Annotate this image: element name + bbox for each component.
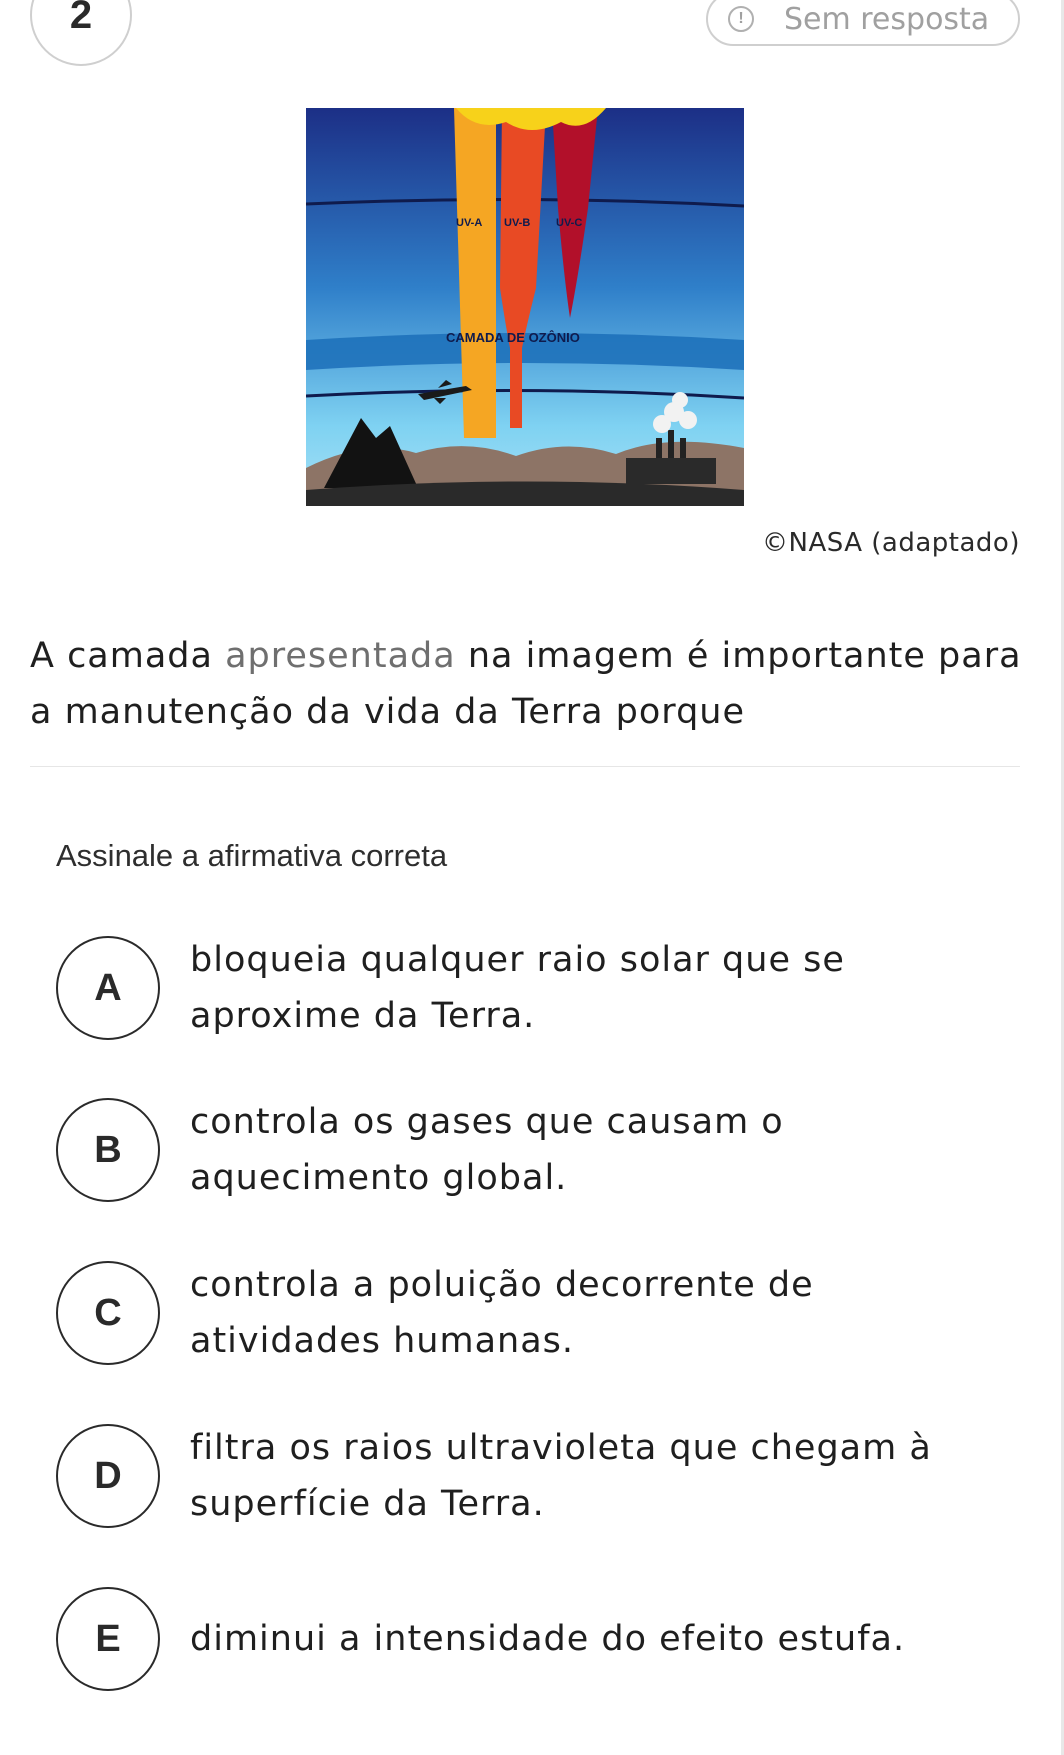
- alert-icon: !: [728, 6, 754, 32]
- ozone-label: CAMADA DE OZÔNIO: [446, 330, 580, 345]
- option-b[interactable]: [56, 1097, 1036, 1203]
- divider: [30, 766, 1020, 767]
- instruction-text: Assinale a afirmativa correta: [56, 838, 448, 873]
- statement-highlight: apresentada: [225, 636, 456, 676]
- question-number: 2: [69, 0, 93, 37]
- option-a-text: bloqueia qualquer raio solar que se aproxime da Terra.: [190, 940, 845, 1036]
- statement-part2: na imagem é importante para a manutenção da vida da Terra porque: [30, 636, 1022, 732]
- option-a-letter[interactable]: A: [56, 936, 160, 1040]
- option-e[interactable]: [56, 1586, 1036, 1692]
- option-c-text: controla a poluição decorrente de atividades humanas.: [190, 1265, 814, 1361]
- option-a[interactable]: [56, 935, 1036, 1041]
- answer-status-label: Sem resposta: [784, 1, 990, 37]
- ozone-layer-illustration: [306, 108, 744, 506]
- question-number-badge: [30, 0, 132, 66]
- question-statement: [30, 628, 1030, 740]
- uva-label: UV-A: [456, 217, 483, 229]
- answer-status-badge: [706, 0, 1020, 46]
- statement-part1: A camada: [30, 636, 226, 676]
- option-c[interactable]: [56, 1260, 1036, 1366]
- uvb-label: UV-B: [504, 217, 531, 229]
- option-d-letter[interactable]: D: [56, 1424, 160, 1528]
- option-b-text: controla os gases que causam o aquecimento global.: [190, 1102, 784, 1198]
- option-d[interactable]: [56, 1423, 1036, 1529]
- uvc-label: UV-C: [556, 217, 583, 229]
- option-d-text: filtra os raios ultravioleta que chegam à superfície da Terra.: [190, 1428, 932, 1524]
- image-credit: ©NASA (adaptado): [762, 528, 1020, 558]
- option-e-text: diminui a intensidade do efeito estufa.: [190, 1619, 906, 1659]
- option-b-letter[interactable]: B: [56, 1098, 160, 1202]
- option-c-letter[interactable]: C: [56, 1261, 160, 1365]
- option-e-letter[interactable]: E: [56, 1587, 160, 1691]
